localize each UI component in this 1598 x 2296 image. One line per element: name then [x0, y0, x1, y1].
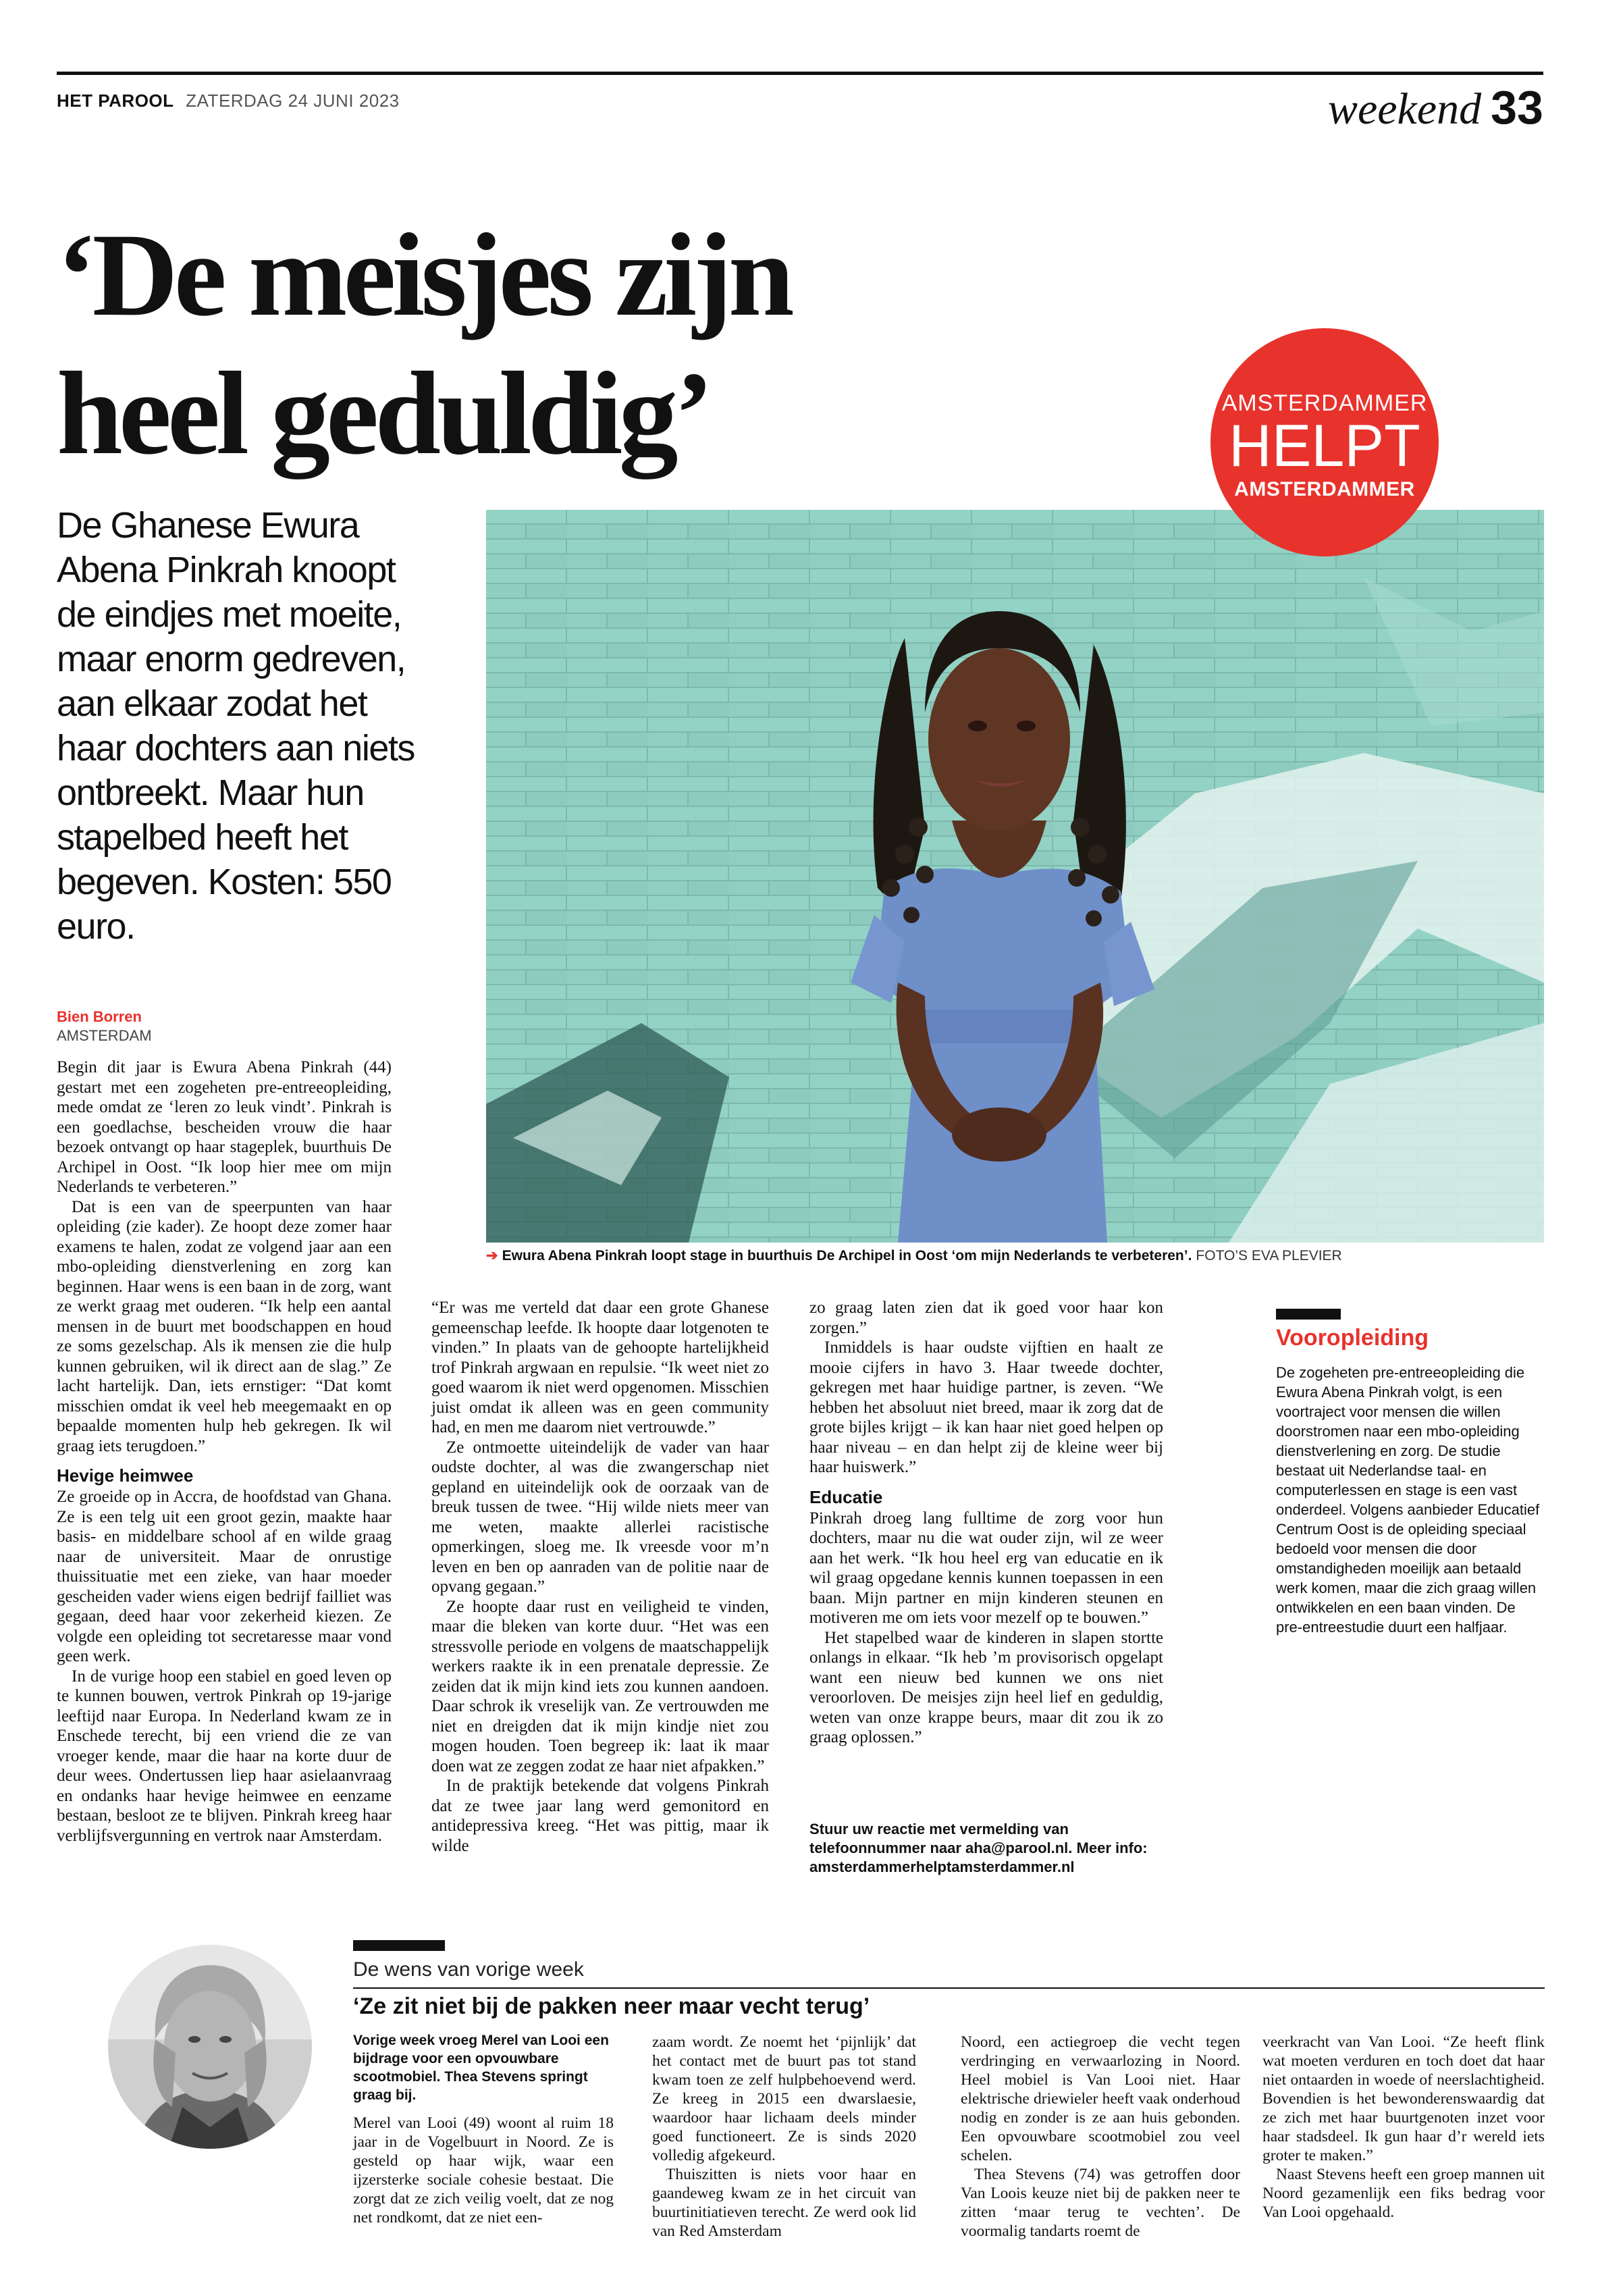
- article-paragraph: Dat is een van de speerpunten van haar opleiding (zie kader). Ze hoopt deze zomer haar examens te halen, zodat ze volgend jaar aan een mbo-opleiding dienstverlening en zorg kan beginnen. Haar wens is een baan in de zorg, want ze werkt graag met ouderen. “Ik help een aantal mensen in de buurt met boodschappen en houd ze soms gezelschap. Als ik mensen zie die hulp kunnen gebruiken, wil ik direct aan de slag.” Ze lacht hartelijk. Dan, iets ernstiger: “Dat komt misschien omdat ik veel heb meegemaakt en op bepaalde momenten hulp heb gekregen. Ik wil graag iets terugdoen.”: [57, 1197, 392, 1455]
- issue-date: ZATERDAG 24 JUNI 2023: [186, 90, 400, 111]
- section-label: [1327, 81, 1543, 134]
- bottom-section-marker: [353, 1940, 445, 1951]
- byline: [57, 1008, 152, 1045]
- bottom-title: ‘Ze zit niet bij de pakken neer maar vecht terug’: [353, 1993, 870, 2019]
- byline-place: AMSTERDAM: [57, 1027, 152, 1044]
- sidebar-text: De zogeheten pre-entreeopleiding die Ewura Abena Pinkrah volgt, is een voortraject voor mensen die willen doorstromen naar een mbo-opleiding dienstverlening en zorg. De studie bestaat uit Nederlandse taal- en computerlessen en stage is een vast onderdeel. Volgens aanbieder Educatief Centrum Oost is de opleiding speciaal bedoeld voor mensen die door omstandigheden moeilijk aan betaald werk komen, maar die zich graag willen ontwikkelen en een baan vinden. De pre-entreestudie duurt een halfjaar.: [1276, 1364, 1540, 1636]
- sidebar-marker: [1276, 1309, 1341, 1320]
- bottom-paragraph: Naast Stevens heeft een groep mannen uit Noord gezamenlijk een fiks bedrag voor Van Looi opgehaald.: [1262, 2166, 1545, 2221]
- bottom-lead: Vorige week vroeg Merel van Looi een bijdrage voor een opvouwbare scootmobiel. Thea Stevens springt graag bij.: [353, 2033, 609, 2103]
- bottom-divider: [353, 1987, 1545, 1989]
- section-name: weekend: [1327, 84, 1482, 134]
- bottom-kicker: De wens van vorige week: [353, 1958, 584, 1981]
- article-paragraph: In de praktijk betekende dat volgens Pinkrah dat ze twee jaar lang werd gemonitord en antidepressiva kreeg. “Het was pittig, maar ik wilde: [431, 1777, 769, 1855]
- article-paragraph: “Er was me verteld dat daar een grote Ghanese gemeenschap leefde. Ik hoopte daar lotgenoten te vinden.” In plaats van de gehoopte hartelijkheid trof Pinkrah argwaan en repulsie. “Ik weet niet zo goed waarom ik niet werd opgenomen. Misschien juist omdat ik alleen was en geen community had, en men me daarom niet vertrouwde.”: [431, 1299, 769, 1436]
- badge-line-3: AMSTERDAMMER: [1234, 478, 1415, 500]
- masthead-rule: [57, 72, 1543, 75]
- byline-author: Bien Borren: [57, 1008, 142, 1025]
- newspaper-name: HET PAROOL: [57, 90, 174, 111]
- article-paragraph: Ze ontmoette uiteindelijk de vader van haar oudste dochter, al was die zwangerschap niet gepland en uiteindelijk ook de oorzaak van de breuk tussen de twee. “Hij wilde niets meer van me weten, maakte allerlei racistische opmerkingen, sloeg me. Ik vreesde voor m’n leven en ben op aanraden van de politie naar de opvang gegaan.”: [431, 1438, 769, 1596]
- headline: [57, 206, 1218, 483]
- bottom-column-4: [1262, 2033, 1545, 2222]
- bottom-paragraph: veerkracht van Van Looi. “Ze heeft flink wat moeten verduren en toch doet dat haar niet ontaarden in woede of neerslachtigheid. Bovendien is het bewonderenswaardig dat ze zich met haar buurtgenoten inzet voor haar stadsdeel. Ik gun haar d’r wereld iets groter te maken.”: [1262, 2033, 1545, 2164]
- caption-text: Ewura Abena Pinkrah loopt stage in buurthuis De Archipel in Oost ‘om mijn Nederlands te verbeteren’.: [502, 1248, 1192, 1263]
- badge-line-2: HELPT: [1229, 412, 1420, 479]
- article-column-1: [57, 1058, 392, 1846]
- headline-line-2: heel geduldig’: [57, 348, 710, 479]
- merel-portrait: [108, 1945, 312, 2149]
- amsterdammer-helpt-badge: [1210, 328, 1439, 556]
- article-column-2: [431, 1298, 769, 1856]
- article-paragraph: Het stapelbed waar de kinderen in slapen stortte onlangs in elkaar. “Ik heb ’m provisorisch opgelapt want een nieuw bed kunnen we ons niet veroorloven. De meisjes zijn heel lief en geduldig, weten van onze krappe beurs, maar dit zou ik zo graag oplossen.”: [809, 1628, 1163, 1746]
- article-paragraph: Pinkrah droeg lang fulltime de zorg voor hun dochters, maar nu die wat ouder zijn, wil ze weer aan het werk. “Ik hou heel erg van educatie en ik wil graag opgedane kennis kunnen toepassen in een baan. Mijn partner en mijn kinderen steunen en motiveren me om iets voor mezelf op te bouwen.”: [809, 1509, 1163, 1627]
- article-paragraph: Begin dit jaar is Ewura Abena Pinkrah (44) gestart met een zogeheten pre-entreeopleiding, mede omdat ze ‘leren zo leuk vindt’. Pinkrah is een goedlachse, bescheiden vrouw die haar bezoek ontvangt op haar stageplek, buurthuis De Archipel in Oost. “Ik loop hier mee om mijn Nederlands te verbeteren.”: [57, 1058, 392, 1196]
- article-paragraph: zo graag laten zien dat ik goed voor haar kon zorgen.”: [809, 1299, 1163, 1337]
- intro-text: De Ghanese Ewura Abena Pinkrah knoopt de eindjes met moeite, maar enorm gedreven, aan elkaar zodat het haar dochters aan niets ontbreekt. Maar hun stapelbed heeft het begeven. Kosten: 550 euro.: [57, 505, 415, 947]
- bottom-column-2: [652, 2033, 916, 2241]
- article-paragraph: Inmiddels is haar oudste vijftien en haalt ze mooie cijfers in havo 3. Haar tweede dochter, gekregen met haar huidige partner, is zeven. “We hebben het absoluut niet breed, maar ik zorg dat de grote bijles krijgt – ik kan haar niet goed helpen op haar niveau – en dan helpt zij de kleine weer bij haar huiswerk.”: [809, 1338, 1163, 1476]
- page-number: 33: [1491, 81, 1543, 134]
- sidebar-title: Vooropleiding: [1276, 1325, 1429, 1351]
- bottom-column-3: [961, 2033, 1240, 2241]
- bottom-paragraph: Noord, een actiegroep die vecht tegen verdringing en verwaarlozing in Noord. Heel mobiel is Van Looi niet. Haar elektrische driewieler heeft vaak onderhoud nodig en zonder is ze aan huis gebonden. Een opvouwbare scootmobiel zou veel schelen.: [961, 2033, 1240, 2164]
- bottom-paragraph: zaam wordt. Ze noemt het ‘pijnlijk’ dat het contact met de buurt pas tot stand kwam toen ze zelf hulpbehoevend werd. Ze kreeg in 2015 een dwarslaesie, waardoor haar lichaam deels minder goed functioneert. Ze is sinds 2020 volledig afgekeurd.: [652, 2033, 916, 2164]
- subheading: Educatie: [809, 1486, 883, 1507]
- article-paragraph: Ze hoopte daar rust en veiligheid te vinden, maar die bleken van korte duur. “Het was een stressvolle periode en volgens de maatschappelijk werkers raakte ik in een prenatale depressie. Ze zeiden dat ik mijn kind iets zou kunnen aandoen. Daar schrok ik vreselijk van. Ze vertrouwden me niet en dreigden dat ik mijn kindje niet zou mogen houden. Toen begreep ik: laat ik maar doen wat ze zeggen zodat ze haar niet afpakken.”: [431, 1597, 769, 1775]
- subheading: Hevige heimwee: [57, 1465, 194, 1486]
- headline-line-1: ‘De meisjes zijn: [57, 209, 791, 341]
- photo-caption: [486, 1247, 1544, 1264]
- badge-line-1: AMSTERDAMMER: [1221, 390, 1428, 416]
- article-photo: [486, 510, 1544, 1243]
- masthead: [57, 90, 400, 111]
- contact-info: Stuur uw reactie met vermelding van telefoonnummer naar aha@parool.nl. Meer info: amsterdammerhelptamsterdammer.nl: [809, 1821, 1148, 1875]
- bottom-paragraph: Thea Stevens (74) was getroffen door Van Loois keuze niet bij de pakken neer te zitten ‘maar terug te vechten’. De voormalig tandarts roemt de: [961, 2166, 1240, 2240]
- bottom-paragraph: Thuiszitten is niets voor haar en gaandeweg kwam ze in het circuit van buurtinitiatieven terecht. Ze werd ook lid van Red Amsterdam: [652, 2166, 916, 2240]
- article-paragraph: In de vurige hoop een stabiel en goed leven op te kunnen bouwen, vertrok Pinkrah op 19-jarige leeftijd naar Europa. In Nederland kwam ze in Enschede terecht, bij een vriend die ze van vroeger kende, maar die haar na korte duur de deur wees. Ondertussen liep haar asielaanvraag en ondanks haar hevige heimwee en eenzame bestaan, besloot ze te blijven. Pinkrah kreeg haar verblijfsvergunning en vertrok naar Amsterdam.: [57, 1667, 392, 1845]
- article-column-3: [809, 1298, 1163, 1748]
- caption-arrow-icon: ➔: [486, 1248, 498, 1263]
- bottom-column-1: [353, 2031, 614, 2227]
- bottom-paragraph: Merel van Looi (49) woont al ruim 18 jaar in de Vogelbuurt in Noord. Ze is gesteld op haar wijk, waar een ijzersterke sociale cohesie bestaat. Die zorgt dat ze zich veilig voelt, dat ze nog net rondkomt, dat ze niet een-: [353, 2114, 614, 2226]
- photo-credit: FOTO’S EVA PLEVIER: [1196, 1248, 1342, 1263]
- article-paragraph: Ze groeide op in Accra, de hoofdstad van Ghana. Ze is een telg uit een groot gezin, maakte haar basis- en middelbare school af en wilde graag naar de universiteit. Maar de onrustige thuissituatie met een zieke, van haar moeder gescheiden vader wiens eigen bedrijf failliet was gegaan, deed haar voor zekerheid kiezen. Ze volgde een opleiding tot secretaresse maar vond geen werk.: [57, 1488, 392, 1665]
